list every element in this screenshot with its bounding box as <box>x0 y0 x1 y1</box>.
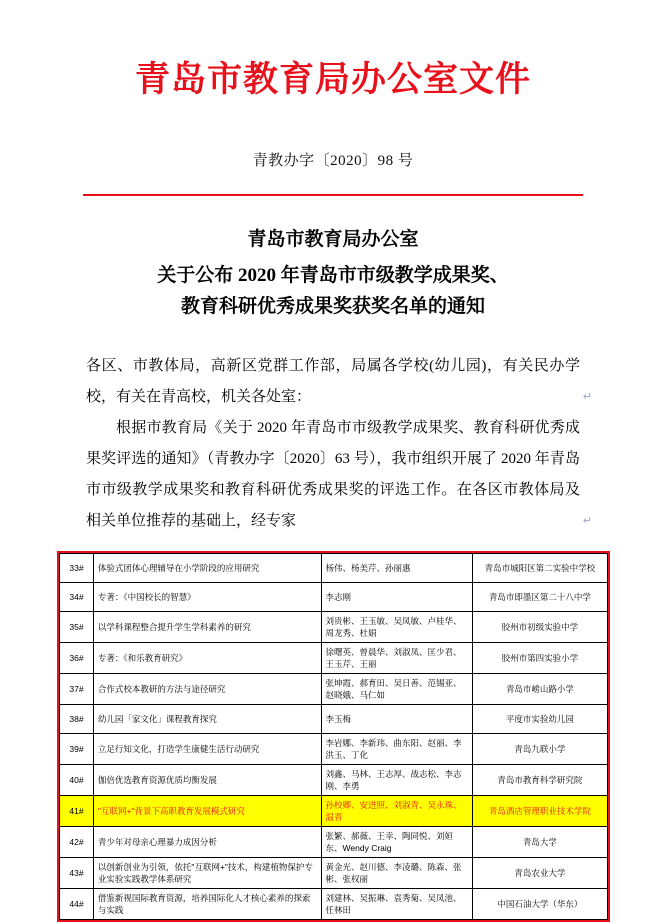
row-unit: 青岛市即墨区第二十八中学 <box>472 583 607 612</box>
row-unit: 青岛九联小学 <box>472 734 607 765</box>
document-page <box>0 52 666 915</box>
row-unit: 青岛农业大学 <box>472 858 607 889</box>
table-row <box>60 734 608 765</box>
paragraph-mark: ↵ <box>582 391 592 403</box>
paragraph-body-1: 根据市教育局《关于 2020 年青岛市市级教学成果奖、教育科研优秀成果奖评选的通知》（青教办字〔2020〕63 号），我市组织开展了 2020 年青岛市市级教学成果奖和教育科研优秀成果奖的评选工作。在各区市教体局及相关单位推荐的基础上，经专家 <box>86 420 580 529</box>
row-authors: 孙校卿、安进照、刘淑青、吴永珠、温晋 <box>321 796 472 827</box>
table-row <box>60 765 608 796</box>
row-authors: 张坤霞、郝育田、吴日善、范锡亚、赵晓娥、马仁如 <box>321 674 472 705</box>
row-number: 35# <box>60 612 94 643</box>
row-title: 以学科课程整合提升学生学科素养的研究 <box>93 612 321 643</box>
document-subject <box>0 260 666 322</box>
issuer-name: 青岛市教育局办公室 <box>247 229 419 250</box>
row-number: 44# <box>60 889 94 920</box>
row-title: 伽倍优选教育资源优质均衡发展 <box>93 765 321 796</box>
table-row <box>60 858 608 889</box>
row-authors: 李玉梅 <box>321 705 472 734</box>
row-authors: 刘建林、吴振琳、袁秀菊、吴凤池、任林田 <box>321 889 472 920</box>
subject-line-1: 关于公布 2020 年青岛市市级教学成果奖、 <box>157 265 509 286</box>
row-title: 青少年对母亲心理暴力成因分析 <box>93 827 321 858</box>
body-text <box>86 351 580 537</box>
table-row <box>60 643 608 674</box>
document-number: 青教办字〔2020〕98 号 <box>252 153 414 169</box>
subject-line-2: 教育科研优秀成果奖获奖名单的通知 <box>180 296 485 317</box>
row-unit: 青岛市城阳区第二实验中学校 <box>472 554 607 583</box>
table-body <box>60 554 608 920</box>
row-title: 立足行知文化，打造学生康健生活行动研究 <box>93 734 321 765</box>
row-title: "互联网+"背景下高职教育发展模式研究 <box>93 796 321 827</box>
row-title: 合作式校本教研的方法与途径研究 <box>93 674 321 705</box>
award-table <box>59 553 608 920</box>
row-title: 专著：《和乐教育研究》 <box>93 643 321 674</box>
table-row <box>60 583 608 612</box>
row-title: 幼儿园「家文化」课程教育探究 <box>93 705 321 734</box>
row-authors: 黄金光、赵川德、李凌璐、陈森、张彬、张权丽 <box>321 858 472 889</box>
row-number: 41# <box>60 796 94 827</box>
row-authors: 李岩娜、李新玮、曲东阳、赵丽、李洪玉、丁化 <box>321 734 472 765</box>
row-unit: 青岛大学 <box>472 827 607 858</box>
row-number: 38# <box>60 705 94 734</box>
row-unit: 青岛市崂山路小学 <box>472 674 607 705</box>
row-authors: 刘贵彬、王玉敏、吴凤敏、卢桂华、周龙秀、杜娟 <box>321 612 472 643</box>
row-number: 37# <box>60 674 94 705</box>
row-unit: 青岛市教育科学研究院 <box>472 765 607 796</box>
row-title: 借鉴新视国际教育资源，培养国际化人才核心素养的探索与实践 <box>93 889 321 920</box>
row-title: 专著：《中国校长的智慧》 <box>93 583 321 612</box>
table-row <box>60 612 608 643</box>
row-number: 34# <box>60 583 94 612</box>
row-number: 33# <box>60 554 94 583</box>
row-title: 以创新创业为引领，依托"互联网+"技术，构建植物保护专业实验实践教学体系研究 <box>93 858 321 889</box>
table-row <box>60 674 608 705</box>
row-authors: 徐曙英、曾晨华、刘淑凤、匡少君、王玉芹、王丽 <box>321 643 472 674</box>
award-list-table <box>57 551 610 922</box>
row-unit: 胶州市第四实验小学 <box>472 643 607 674</box>
row-authors: 李志刚 <box>321 583 472 612</box>
row-number: 43# <box>60 858 94 889</box>
row-authors: 杨伟、杨美芹、孙丽惠 <box>321 554 472 583</box>
row-authors: 刘鑫、马林、王志厚、战志松、李志刚、李勇 <box>321 765 472 796</box>
row-unit: 平度市实验幼儿园 <box>472 705 607 734</box>
table-row-highlighted <box>60 796 608 827</box>
page-title: 青岛市教育局办公室文件 <box>134 60 531 99</box>
row-unit: 胶州市初级实验中学 <box>472 612 607 643</box>
table-row <box>60 705 608 734</box>
row-unit: 青岛酒店管理职业技术学院 <box>472 796 607 827</box>
paragraph-salutation: 各区、市教体局，高新区党群工作部，局属各学校(幼儿园)，有关民办学校，有关在青高校，机关各处室： <box>86 358 580 405</box>
row-unit: 中国石油大学（华东） <box>472 889 607 920</box>
red-divider <box>83 194 583 196</box>
table-row <box>60 554 608 583</box>
row-authors: 张繁、郝薇、王幸、陶同悦、刘姮东、Wendy Craig <box>321 827 472 858</box>
row-number: 40# <box>60 765 94 796</box>
row-title: 体验式团体心理辅导在小学阶段的应用研究 <box>93 554 321 583</box>
table-row <box>60 889 608 920</box>
paragraph-mark: ↵ <box>582 515 592 527</box>
row-number: 39# <box>60 734 94 765</box>
row-number: 42# <box>60 827 94 858</box>
row-number: 36# <box>60 643 94 674</box>
table-row <box>60 827 608 858</box>
